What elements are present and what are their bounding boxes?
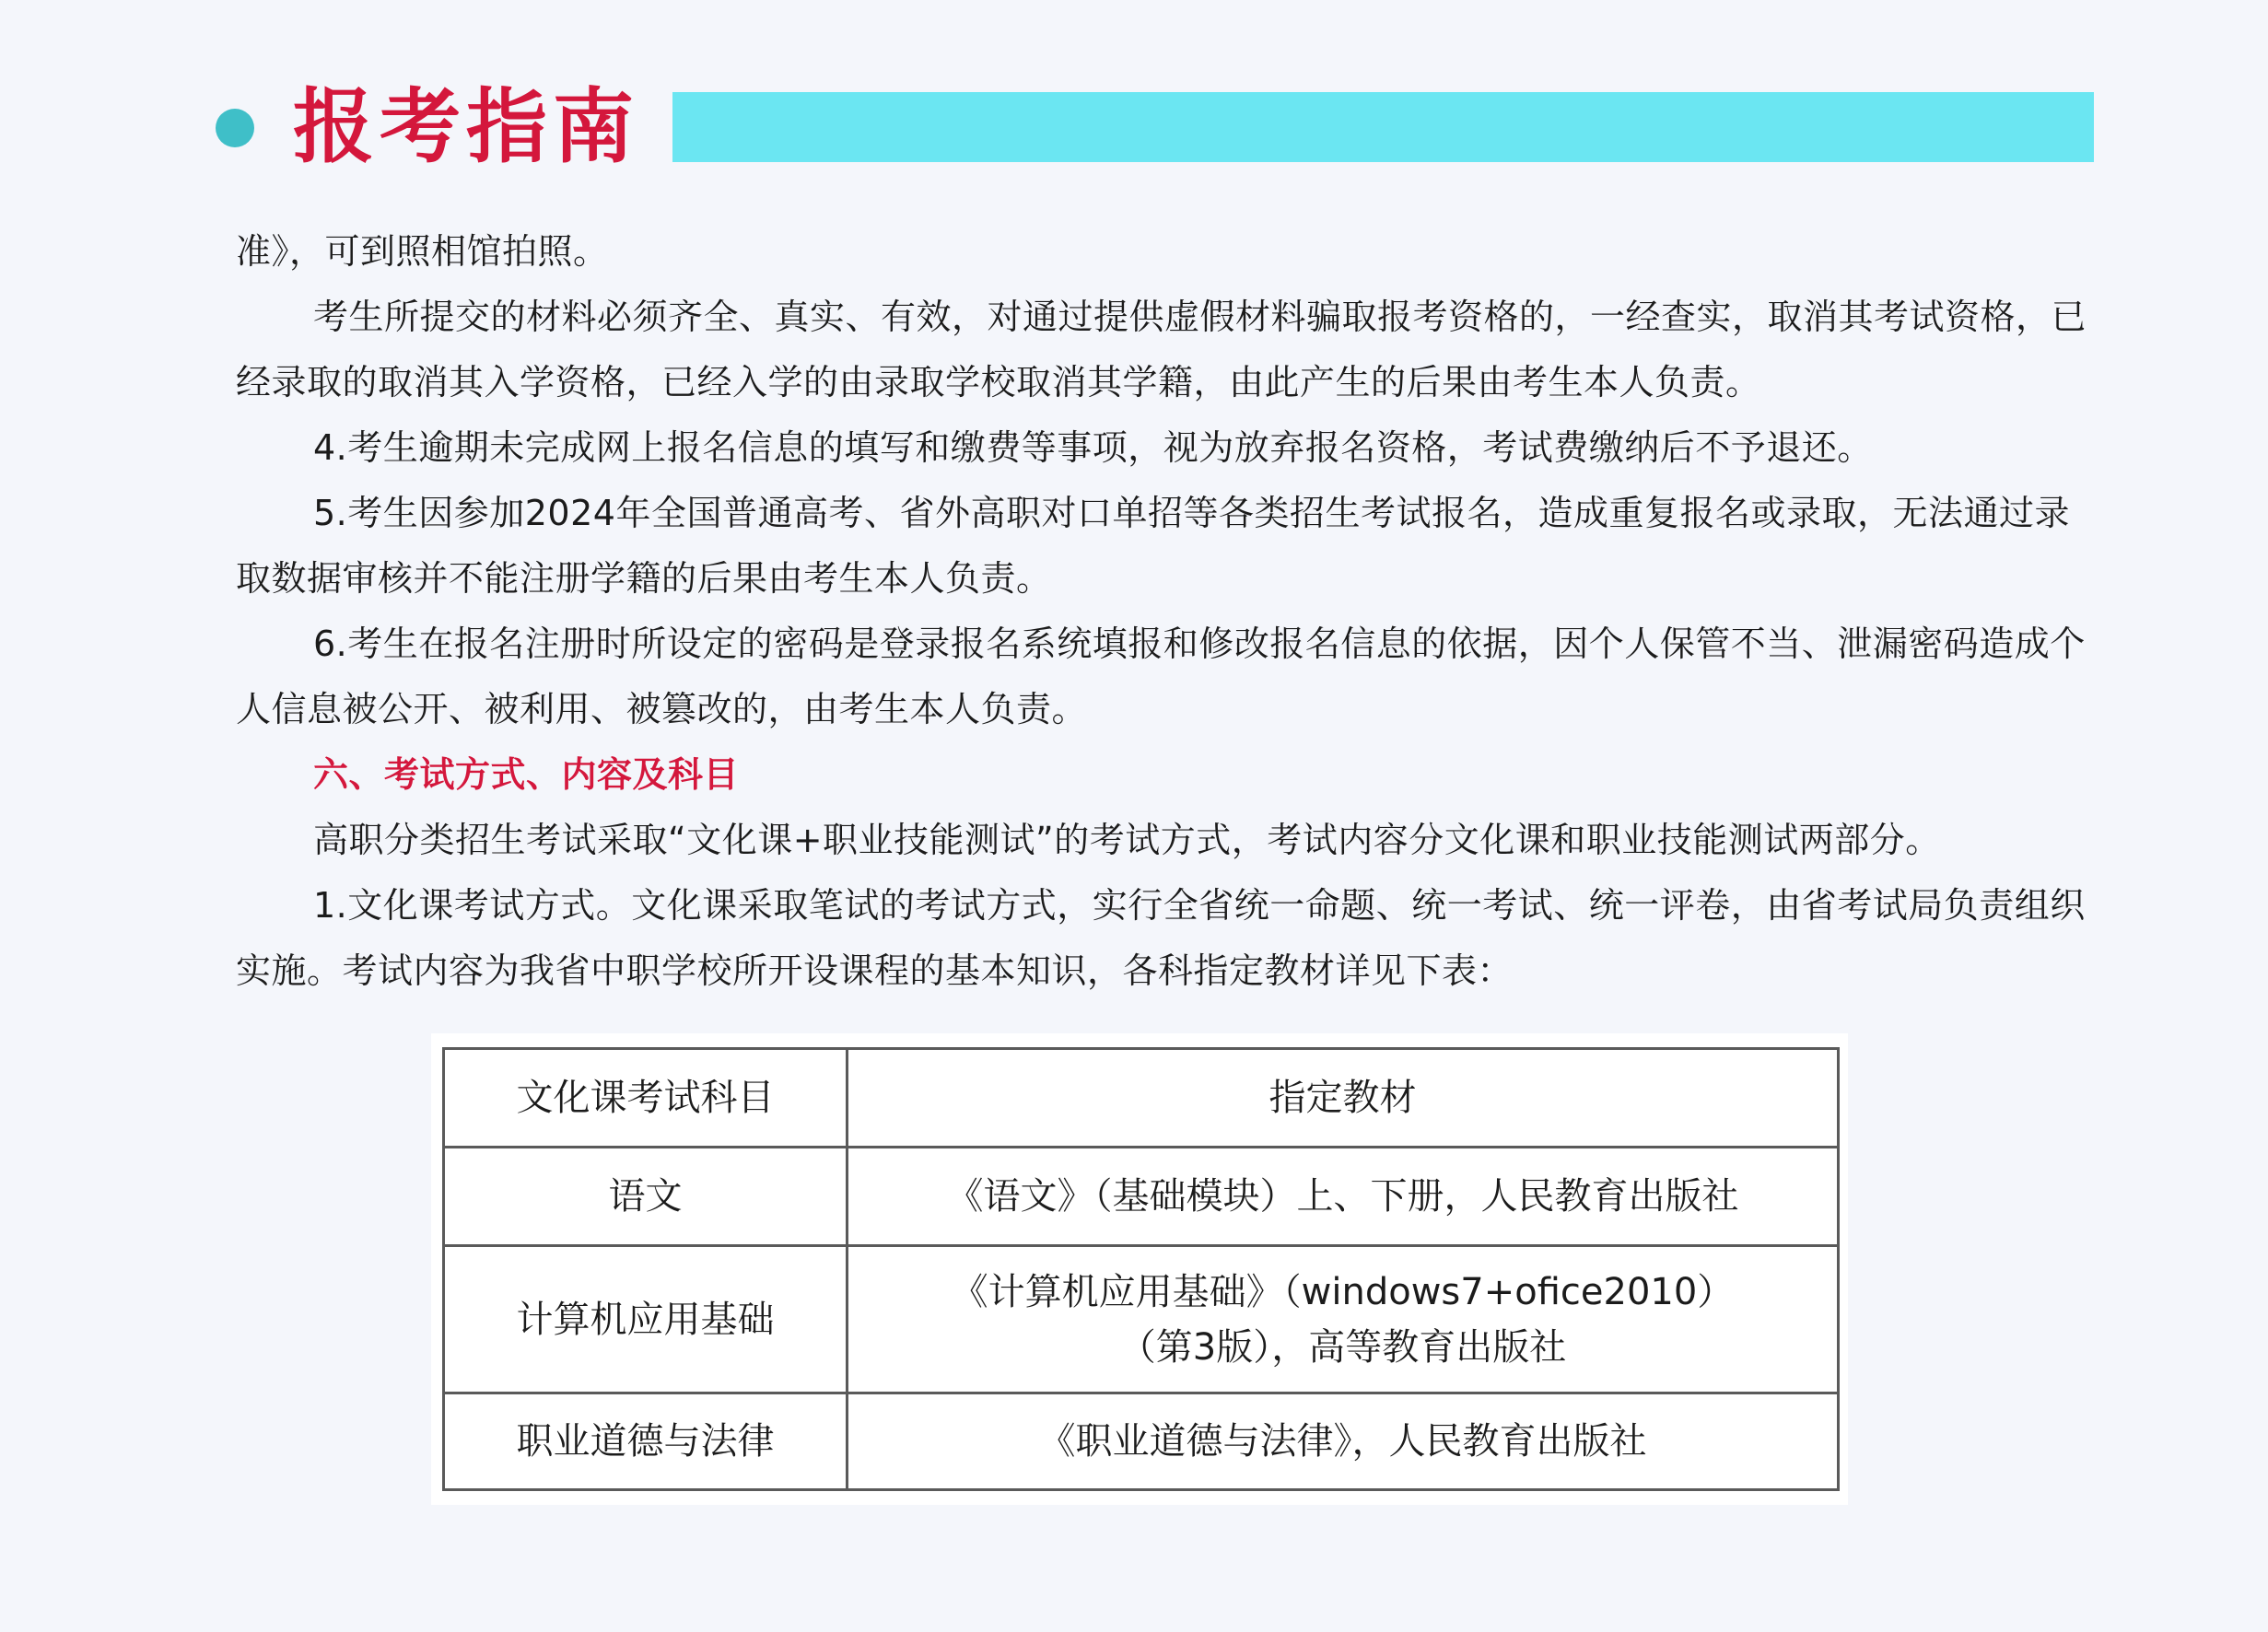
textbook-line: 《语文》（基础模块）上、下册，人民教育出版社 <box>946 1175 1739 1218</box>
subject-cell: 计算机应用基础 <box>444 1246 848 1393</box>
paragraph-photo-note: 准》，可到照相馆拍照。 <box>236 231 609 272</box>
textbook-line: （第3版），高等教育出版社 <box>1118 1325 1567 1369</box>
header-decorative-bar <box>672 92 2094 162</box>
table-header-row <box>444 1049 1839 1148</box>
paragraph-item-5: 5.考生因参加2024年全国普通高考、省外高职对口单招等各类招生考试报名，造成重复报名或录取，无法通过录取数据审核并不能注册学籍的后果由考生本人负责。 <box>236 493 2070 599</box>
textbook-table-panel <box>431 1033 1848 1505</box>
subject-cell: 职业道德与法律 <box>444 1393 848 1490</box>
textbook-line: 《职业道德与法律》，人民教育出版社 <box>1038 1420 1647 1463</box>
table-row <box>444 1393 1839 1490</box>
table-row <box>444 1246 1839 1393</box>
column-header-textbook: 指定教材 <box>848 1049 1839 1148</box>
textbook-table <box>442 1047 1840 1491</box>
textbook-cell <box>848 1148 1839 1246</box>
header-bullet-dot <box>216 109 254 147</box>
table-row <box>444 1148 1839 1246</box>
textbook-line: 《计算机应用基础》（windows7+ofice2010） <box>951 1270 1735 1313</box>
section-heading-exam-method: 六、考试方式、内容及科目 <box>313 754 740 795</box>
paragraph-material-authenticity: 考生所提交的材料必须齐全、真实、有效，对通过提供虚假材料骗取报考资格的，一经查实，取消其考试资格，已经录取的取消其入学资格，已经入学的由录取学校取消其学籍，由此产生的后果由考生本人负责。 <box>236 297 2087 402</box>
page-title: 报考指南 <box>293 79 640 174</box>
guide-text-body <box>236 219 2087 1004</box>
paragraph-item-6: 6.考生在报名注册时所设定的密码是登录报名系统填报和修改报名信息的依据，因个人保管不当、泄漏密码造成个人信息被公开、被利用、被篡改的，由考生本人负责。 <box>236 624 2086 729</box>
textbook-cell <box>848 1393 1839 1490</box>
column-header-subject: 文化课考试科目 <box>444 1049 848 1148</box>
subject-cell: 语文 <box>444 1148 848 1246</box>
paragraph-exam-overview: 高职分类招生考试采取“文化课+职业技能测试”的考试方式，考试内容分文化课和职业技能测试两部分。 <box>313 820 1941 860</box>
paragraph-item-4: 4.考生逾期未完成网上报名信息的填写和缴费等事项，视为放弃报名资格，考试费缴纳后不予退还。 <box>313 427 1873 468</box>
paragraph-culture-course-method: 1.文化课考试方式。文化课采取笔试的考试方式，实行全省统一命题、统一考试、统一评卷，由省考试局负责组织实施。考试内容为我省中职学校所开设课程的基本知识，各科指定教材详见下表： <box>236 885 2086 991</box>
textbook-cell <box>848 1246 1839 1393</box>
